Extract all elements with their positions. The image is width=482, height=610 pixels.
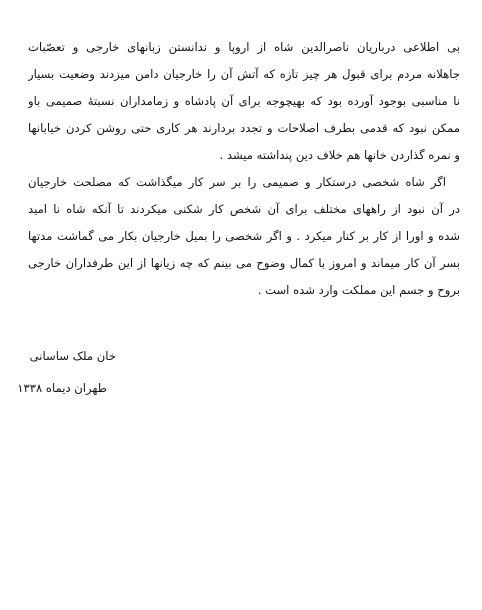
text-line: در آن نبود از راههای مختلف برای آن شخص کار شکنی میکردند تا آنکه شاه نا امید bbox=[28, 202, 460, 216]
text-line: جاهلانه مردم برای قبول هر چیز تازه که آتش آن را خارجیان دامن میزدند وضعیت بسیار bbox=[28, 67, 460, 81]
signature-name: خان ملک ساسانی bbox=[29, 349, 116, 363]
paragraph-1 bbox=[28, 34, 460, 169]
text-line: بروح و جسم این مملکت وارد شده است . bbox=[257, 283, 460, 297]
text-line: نا مناسبی بوجود آورده بود که بهیچوجه برای آن پادشاه و زمامداران نسبتهٔ صمیمی باو bbox=[28, 94, 460, 108]
text-line: و نمره گذاردن خانها هم خلاف دین پنداشته میشد . bbox=[219, 148, 460, 162]
signature-place-date: طهران دیماه ۱۳۳۸ bbox=[17, 381, 107, 395]
text-line: اگر شاه شخصی درستکار و صمیمی را بر سر کار میگذاشت که مصلحت خارجیان bbox=[28, 175, 446, 189]
text-line: شده و اورا از کار بر کنار میکرد . و اگر شخصی را بمیل خارجیان بکار می گماشت مدتها bbox=[28, 229, 460, 243]
paragraph-2 bbox=[28, 169, 460, 304]
text-line: ممکن نبود که قدمی بطرف اصلاحات و تجدد بردارند هر کاری حتی روشن کردن خیابانها bbox=[28, 121, 460, 135]
text-line: بسر آن کار میماند و امروز با کمال وضوح می بینم که چه زیانها از این طرفداران خارجی bbox=[28, 256, 460, 270]
text-line: بی اطلاعی درباریان ناصرالدین شاه از اروپا و ندانستن زبانهای خارجی و تعصّبات bbox=[28, 40, 460, 54]
